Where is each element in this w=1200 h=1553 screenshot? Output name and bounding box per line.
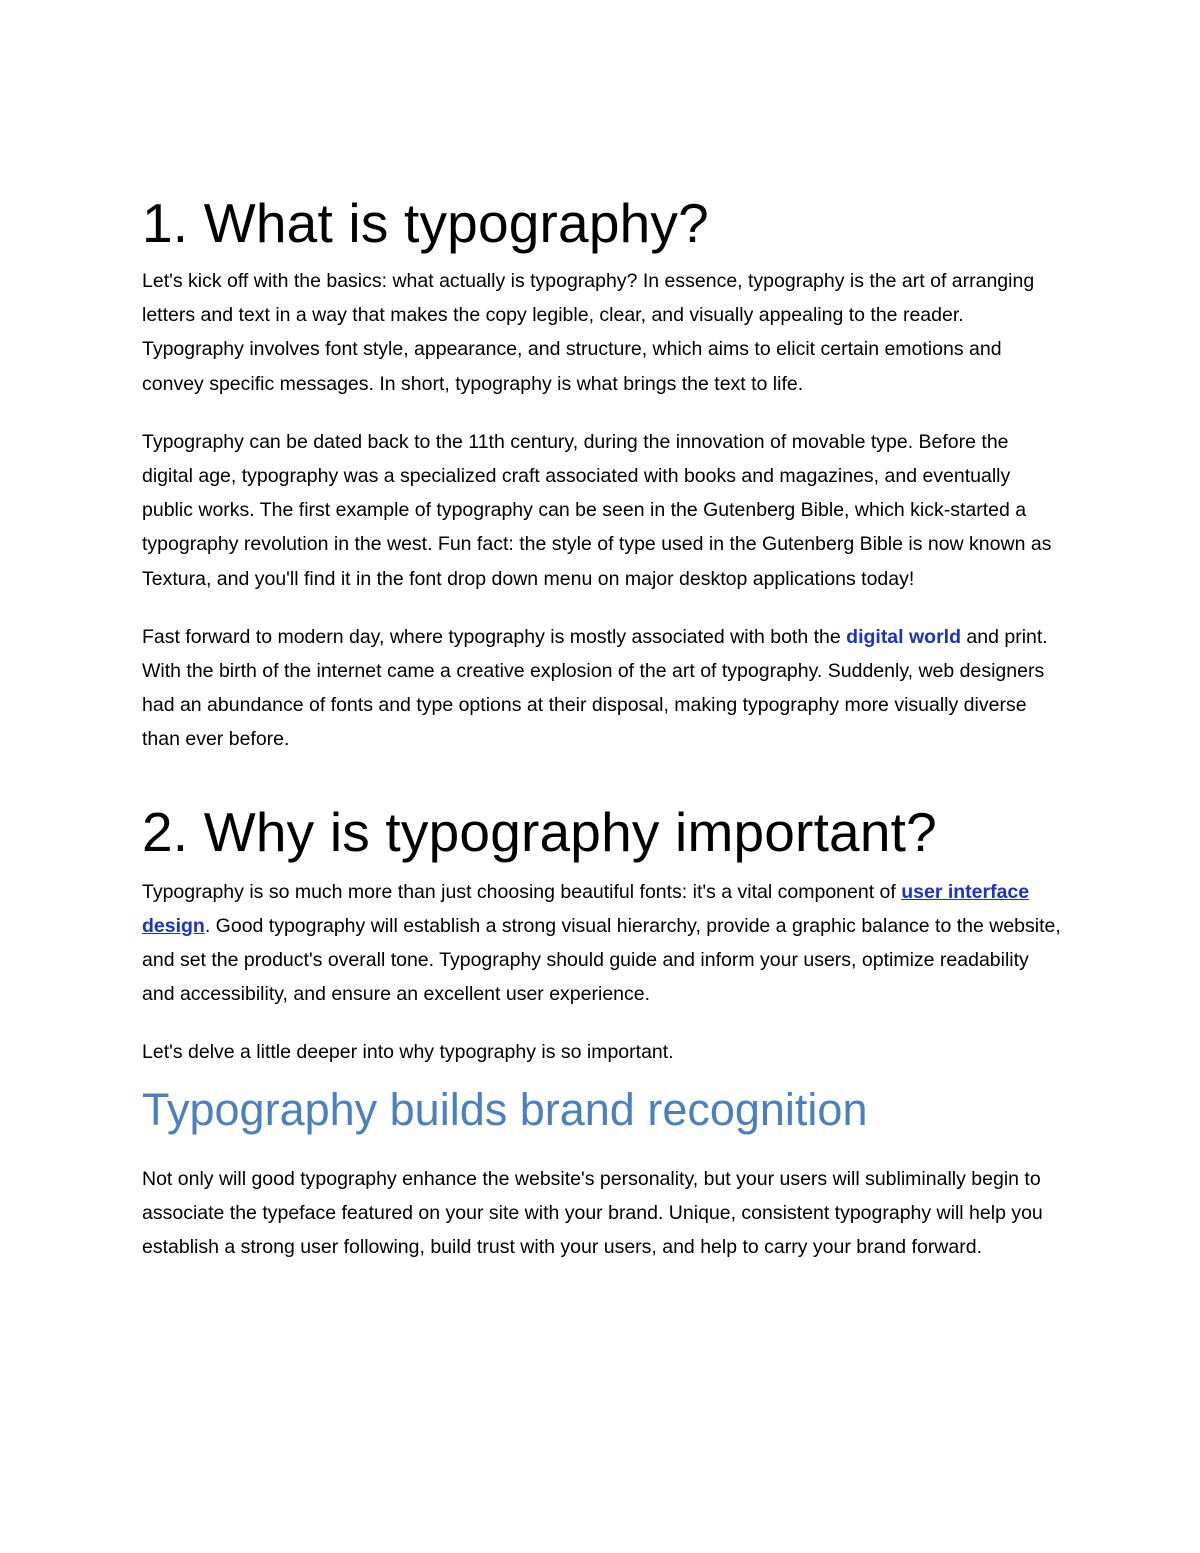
paragraph-ui-component — [142, 875, 1062, 1012]
document-page — [142, 160, 1062, 1264]
paragraph-delve-deeper: Let's delve a little deeper into why typography is so important. — [142, 1041, 674, 1064]
section-heading-why-important: 2. Why is typography important? — [142, 800, 937, 863]
paragraph-text: and print. With the birth of the internet came a creative explosion of the art of typography. Suddenly, web designers had an abundance of fonts and type options at their disposal, making typography more visually diverse than ever before. — [142, 625, 1048, 751]
paragraph-modern-day — [142, 620, 1062, 757]
digital-world-link[interactable]: digital world — [846, 625, 961, 648]
paragraph-basics: Let's kick off with the basics: what actually is typography? In essence, typography is the art of arranging letters and text in a way that makes the copy legible, clear, and visually appealing to the reader. Typography involves font style, appearance, and structure, which aims to elicit certain emotions and convey specific messages. In short, typography is what brings the text to life. — [142, 270, 1035, 395]
paragraph-text: Fast forward to modern day, where typography is mostly associated with both the — [142, 625, 847, 648]
subheading-brand-recognition: Typography builds brand recognition — [142, 1083, 868, 1135]
user-interface-design-link[interactable]: user interface design — [142, 880, 1030, 937]
section-heading-what-is-typography: 1. What is typography? — [142, 192, 709, 254]
paragraph-text: Typography is so much more than just choosing beautiful fonts: it's a vital component of — [142, 880, 902, 903]
paragraph-text: . Good typography will establish a strong visual hierarchy, provide a graphic balance to the website, and set the product's overall tone. Typography should guide and inform your users, optimize readability and accessibility, and ensure an excellent user experience. — [142, 914, 1061, 1006]
paragraph-history: Typography can be dated back to the 11th century, during the innovation of movable type. Before the digital age, typography was a specialized craft associated with books and magazines, and eventually public works. The first example of typography can be seen in the Gutenberg Bible, which kick-started a typography revolution in the west. Fun fact: the style of type used in the Gutenberg Bible is now known as Textura, and you'll find it in the font drop down menu on major desktop applications today! — [142, 430, 1052, 590]
paragraph-brand-recognition: Not only will good typography enhance the website's personality, but your users will subliminally begin to associate the typeface featured on your site with your brand. Unique, consistent typography will help you establish a strong user following, build trust with your users, and help to carry your brand forward. — [142, 1167, 1043, 1259]
